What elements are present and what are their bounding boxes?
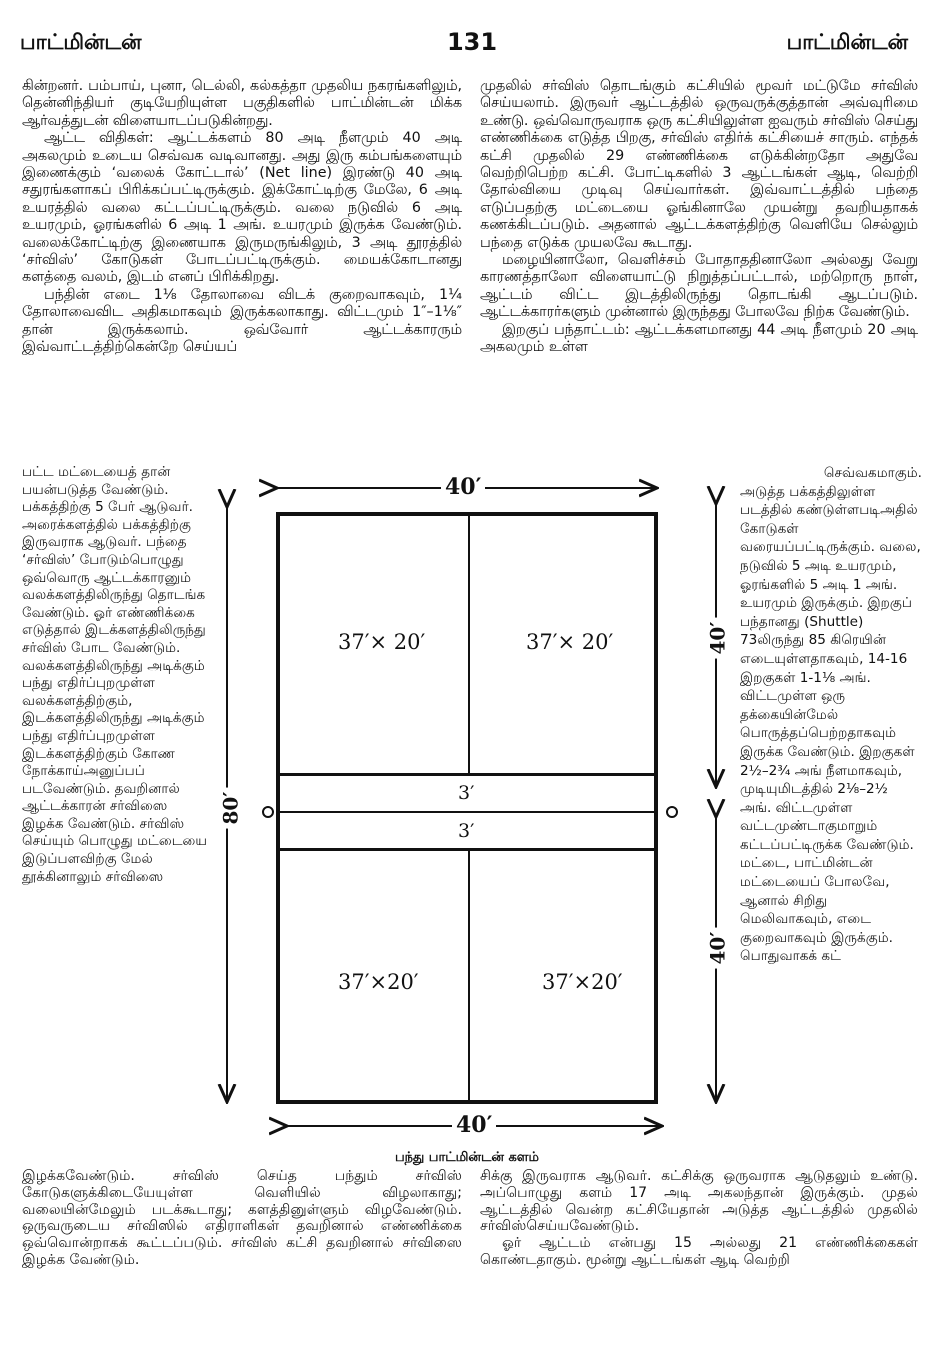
header-title-right: பாட்மின்டன் [786, 30, 908, 54]
paragraph: சிக்கு இருவராக ஆடுவர். கட்சிக்கு ஒருவராக ஆடுதலும் உண்டு. அப்பொழுது களம் 17 அடி அகலந்தான் இருக்கும். முதல் ஆட்டத்தில் வென்ற கட்சியேதான் அடுத்த ஆட்டத்தில் முதலில் சர்விஸ்செய்யவேண்டும். [480, 1168, 918, 1235]
net-post-right [666, 806, 678, 818]
cell-label-top-left: 37′× 20′ [338, 630, 426, 654]
paragraph: முதலில் சர்விஸ் தொடங்கும் கட்சியில் மூவர் மட்டுமே சர்விஸ் செய்யலாம். இருவர் ஆட்டத்தில் ஒருவருக்குத்தான் அவ்வுரிமை உண்டு. ஒவ்வொருவராக ஒரு கட்சியிலுள்ள ஐவரும் சர்விஸ் செய்து எண்ணிக்கை எடுத்த பிறகு, சர்விஸ் எதிர்க் கட்சியைச் சாரும். எந்தக் கட்சி முதலில் 29 எண்ணிக்கை எடுக்கின்றதோ அதுவே வெற்றிபெற்ற கட்சி. போட்டிகளில் 3 ஆட்டங்கள் ஆடி, வெற்றி தோல்வியை முடிவு செய்வார்கள். இவ்வாட்டத்தில் பந்தை எடுப்பதற்கு மட்டையை ஓங்கினாலே முயன்று தவறியதாகக் கணக்கிடப்படும். அதனால் ஆட்டக்களத்திற்கு வெளியே செல்லும் பந்தை எடுக்க முயலவே கூடாது. [480, 78, 918, 251]
service-line-top [280, 773, 654, 776]
left-column-bottom [22, 1168, 462, 1269]
paragraph: செவ்வகமாகும். [823, 465, 922, 481]
figure-caption: பந்து பாட்மின்டன் களம் [394, 1150, 539, 1165]
dimension-bottom-width: 40′ [452, 1112, 496, 1138]
cell-label-top-right: 37′× 20′ [526, 630, 614, 654]
right-column-bottom [480, 1168, 918, 1269]
cell-label-bottom-right: 37′×20′ [542, 970, 623, 994]
dimension-total-length: 80′ [219, 787, 243, 828]
dimension-top-width: 40′ [441, 474, 485, 500]
service-label-bottom: 3′ [458, 820, 475, 842]
header-title-left: பாட்மின்டன் [20, 30, 142, 54]
service-label-top: 3′ [458, 782, 475, 804]
dimension-half-length-top: 40′ [706, 617, 730, 658]
center-line-top [468, 516, 470, 774]
paragraph: ஓர் ஆட்டம் என்பது 15 அல்லது 21 எண்ணிக்கைகள் கொண்டதாகும். மூன்று ஆட்டங்கள் ஆடி வெற்றி [480, 1235, 918, 1268]
service-line-bottom [280, 848, 654, 851]
center-line-bottom [468, 850, 470, 1104]
cell-label-bottom-left: 37′×20′ [338, 970, 419, 994]
paragraph: பந்தின் எடை 1⅛ தோலாவை விடக் குறைவாகவும், 1¼ தோலாவைவிட அதிகமாகவும் இருக்கலாகாது. விட்டமும் 1″–1⅛″ தான் இருக்கலாம். ஒவ்வோர் ஆட்டக்காரரும் இவ்வாட்டத்திற்கென்றே செய்யப் [22, 286, 462, 356]
paragraph: கின்றனர். பம்பாய், புனா, டெல்லி, கல்கத்தா முதலிய நகரங்களிலும், தென்னிந்தியர் குடியேறியுள்ள பகுதிகளில் பாட்மின்டன் மிக்க ஆர்வத்துடன் விளையாடப்படுகின்றது. [22, 78, 462, 129]
net-post-left [262, 806, 274, 818]
page-number: 131 [446, 28, 498, 56]
paragraph: இறகுப் பந்தாட்டம்: ஆட்டக்களமானது 44 அடி நீளமும் 20 அடி அகலமும் உள்ள [480, 321, 918, 356]
net-line [280, 811, 654, 813]
court-outline [276, 512, 658, 1104]
paragraph: பட்ட மட்டையைத் தான் பயன்படுத்த வேண்டும். பக்கத்திற்கு 5 பேர் ஆடுவர். அரைக்களத்தில் பக்கத்திற்கு இருவராக ஆடுவர். பந்தை ‘சர்விஸ்’ போடும்பொழுது ஒவ்வொரு ஆட்டக்காரனும் வலக்களத்திலிருந்து தொடங்க வேண்டும். ஓர் எண்ணிக்கை எடுத்தால் இடக்களத்திலிருந்து சர்விஸ் போட வேண்டும். வலக்களத்திலிருந்து அடிக்கும் பந்து எதிர்ப்புறமுள்ள வலக்களத்திற்கும், இடக்களத்திலிருந்து அடிக்கும் பந்து எதிர்ப்புறமுள்ள இடக்களத்திற்கும் கோண நோக்காய்அனுப்பப் படவேண்டும். தவறினால் ஆட்டக்காரன் சர்விஸை இழக்க வேண்டும். சர்விஸ் செய்யும் பொழுது மட்டையை இடுப்பளவிற்கு மேல் தூக்கினாலும் சர்விஸை [22, 464, 208, 885]
paragraph: அடுத்த பக்கத்திலுள்ள படத்தில் கண்டுள்ளபடிஅதில் கோடுகள் வரையப்பட்டிருக்கும். வலை, நடுவில் 5 அடி உயரமும், ஓரங்களில் 5 அடி 1 அங். உயரமும் இருக்கும். இறகுப் பந்தானது (Shuttle) 73லிருந்து 85 கிரெயின் எடையுள்ளதாகவும், 14-16 இறகுகள் 1-1⅛ அங். விட்டமுள்ள ஒரு தக்கையின்மேல் பொருத்தப்பெற்றதாகவும் இருக்க வேண்டும். இறகுகள் 2½–2¾ அங் நீளமாகவும், முடியுமிடத்தில் 2⅛–2½ அங். விட்டமுள்ள வட்டமுண்டாகுமாறும் கட்டப்பட்டிருக்க வேண்டும். மட்டை, பாட்மின்டன் மட்டையைப் போலவே, ஆனால் சிறிது மெலிவாகவும், எடை குறைவாகவும் இருக்கும். பொதுவாகக் கட் [740, 483, 921, 965]
paragraph: இழக்கவேண்டும். சர்விஸ் செய்த பந்தும் சர்விஸ் கோடுகளுக்கிடையேயுள்ள வெளியில் விழலாகாது; வலையின்மேலும் படக்கூடாது; களத்தினுள்ளும் விழவேண்டும். ஒருவருடைய சர்விஸில் எதிராளிகள் தவறினால் எண்ணிக்கை ஒவ்வொன்றாகக் கூட்டப்படும். சர்விஸ் கட்சி தவறினால் சர்விஸை இழக்க வேண்டும். [22, 1168, 462, 1268]
paragraph: மழையினாலோ, வெளிச்சம் போதாததினாலோ அல்லது வேறு காரணத்தாலோ விளையாட்டு நிறுத்தப்பட்டால், மற்றொரு நாள், ஆட்டம் விட்ட இடத்திலிருந்து தொடங்கி ஆடப்படும். ஆட்டக்காரர்களும் முன்னால் இருந்தது போலவே நிற்க வேண்டும். [480, 252, 918, 321]
paragraph: ஆட்ட விதிகள்: ஆட்டக்களம் 80 அடி நீளமும் 40 அடி அகலமும் உடைய செவ்வக வடிவானது. அது இரு கம்பங்களையும் இணைக்கும் ‘வலைக் கோட்டால்’ (Net line) இரண்டு 40 அடி சதுரங்களாகப் பிரிக்கப்பட்டிருக்கும். இக்கோட்டிற்கு மேலே, 6 அடி உயரத்தில் வலை கட்டப்பட்டிருக்கும். வலை நடுவில் 6 அடி உயரமும், ஓரங்களில் 6 அடி 1 அங். உயரமும் இருக்க வேண்டும். வலைக்கோட்டிற்கு இணையாக இருமருங்கிலும், 3 அடி தூரத்தில் ‘சர்விஸ்’ கோடுகள் போடப்பட்டிருக்கும். மையக்கோடானது களத்தை வலம், இடம் எனப் பிரிக்கிறது. [22, 130, 462, 286]
dimension-half-length-bottom: 40′ [706, 927, 730, 968]
